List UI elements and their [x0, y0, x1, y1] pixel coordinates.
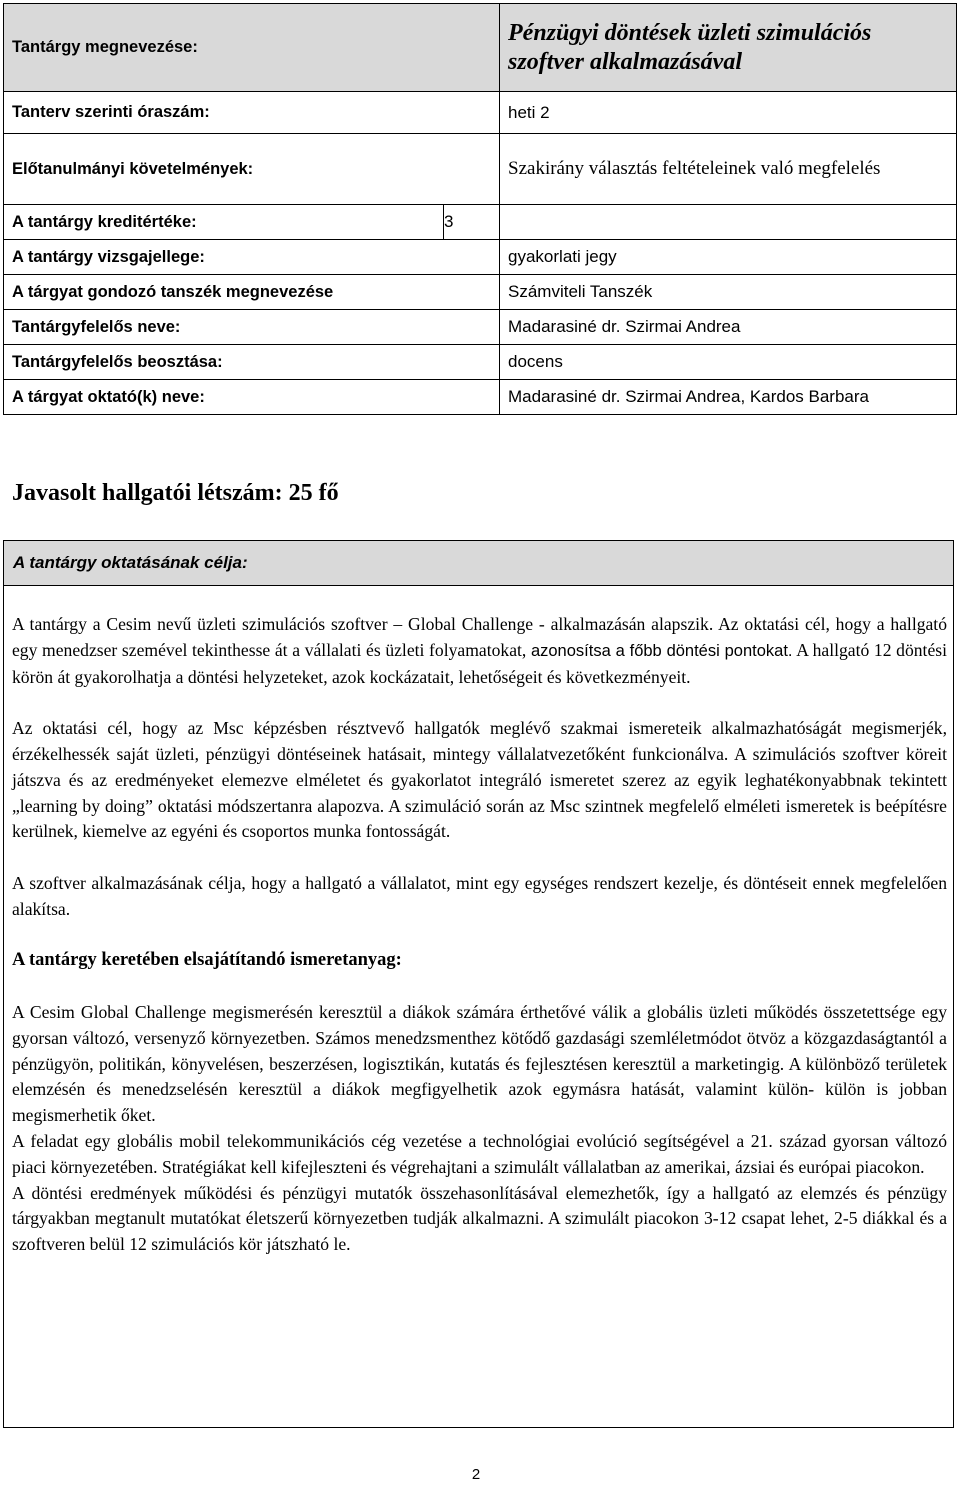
position-label: Tantárgyfelelős beosztása: — [4, 345, 500, 380]
prereq-value: Szakirány választás feltételeinek való megfelelés — [500, 134, 957, 205]
credit-empty-cell — [500, 205, 957, 240]
content-section-title: A tantárgy keretében elsajátítandó ismeretanyag: — [12, 950, 402, 971]
goal-paragraph-1: A tantárgy a Cesim nevű üzleti szimulációs szoftver – Global Challenge - alkalmazásán alapszik. Az oktatási cél, hogy a hallgató egy menedzser szemével tekinthesse át a vállalati és üzleti folyamatokat, azonosítsa a főbb döntési pontokat. A hallgató 12 döntési körön át gyakorolhatja a döntési helyzeteket, azok kockázatait, lehetőségeit és következményeit. — [12, 614, 947, 687]
page-number: 2 — [471, 1466, 481, 1483]
content-paragraph-3: A döntési eredmények működési és pénzügyi mutatók összehasonlításával elemezhetők, így a hallgató az elemzés és pénzügy tárgyakban megtanult mutatókat életszerű környezetben tudják alkalmazni. A szimulált piacokon 3-12 csapat lehet, 2-5 diákkal és a szoftveren belül 12 szimulációs kör játszható le. — [12, 1182, 947, 1255]
goal-paragraph-2: Az oktatási cél, hogy az Msc képzésben résztvevő hallgatók meglévő szakmai ismereteik alkalmazhatóságát megismerjék, érzékelhessék saját üzleti, pénzügyi döntéseinek hatásait, mintegy vállalatvezetőként funkcionálva. A szimulációs szoftver köreit játszva és az eredményeket elemezve elméletet és gyakorlatot integráló ismeretet szerez az egyik leghatékonyabbnak tekintett „learning by doing” oktatási módszertanra alapozva. A szimuláció során az Msc szintnek megfelelő elméleti ismeretek is beépítésre kerülnek, kiemelve az egyéni és csoportos munka fontosságát. — [12, 718, 947, 842]
course-description — [12, 612, 947, 1258]
goal-section-title: A tantárgy oktatásának célja: — [4, 541, 953, 586]
goal-paragraph-3: A szoftver alkalmazásának célja, hogy a hallgató a vállalatot, mint egy egységes rendszert kezelje, és döntéseit ennek megfelelően alakítsa. — [12, 872, 947, 919]
teachers-label: A tárgyat oktató(k) neve: — [4, 380, 500, 415]
responsible-value: Madarasiné dr. Szirmai Andrea — [500, 310, 957, 345]
department-label: A tárgyat gondozó tanszék megnevezése — [4, 275, 500, 310]
department-value: Számviteli Tanszék — [500, 275, 957, 310]
responsible-label: Tantárgyfelelős neve: — [4, 310, 500, 345]
suggested-student-count: Javasolt hallgatói létszám: 25 fő — [12, 480, 339, 506]
hours-label: Tanterv szerinti óraszám: — [4, 92, 500, 134]
teachers-value: Madarasiné dr. Szirmai Andrea, Kardos Barbara — [500, 380, 957, 415]
course-info-table — [3, 3, 957, 415]
content-paragraph-1: A Cesim Global Challenge megismerésén keresztül a diákok számára érthetővé válik a globális üzleti működés összetettsége egy gyorsan változó, versenyző környezetben. Számos menedzsmenthez kötődő gazdasági szemléletmódot ötvöz a közgazdaságtantól a pénzügyön, politikán, könyvelésen, beszerzésen, logisztikán, kutatás és fejlesztésen keresztül a marketingig. A különböző területek elemzésén és menedzselésén keresztül a diákok megfigyelhetik azok egymásra hatását, valamint külön- külön is jobban megismerhetik őket. — [12, 1001, 947, 1126]
course-name-value: Pénzügyi döntések üzleti szimulációs szoftver alkalmazásával — [500, 4, 957, 92]
credit-value: 3 — [444, 205, 500, 240]
credit-label: A tantárgy kreditértéke: — [4, 205, 444, 240]
prereq-label: Előtanulmányi követelmények: — [4, 134, 500, 205]
course-name-label: Tantárgy megnevezése: — [4, 4, 500, 92]
exam-value: gyakorlati jegy — [500, 240, 957, 275]
position-value: docens — [500, 345, 957, 380]
goal-paragraph-1-highlight: azonosítsa a főbb döntési pontokat. — [530, 641, 793, 660]
hours-value: heti 2 — [500, 92, 957, 134]
exam-label: A tantárgy vizsgajellege: — [4, 240, 500, 275]
content-paragraph-2: A feladat egy globális mobil telekommunikációs cég vezetése a technológiai evolúció segítségével a 21. század gyorsan változó piaci környezetében. Stratégiákat kell kifejleszteni és végrehajtani a szimulált vállalatban az amerikai, ázsiai és európai piacokon. — [12, 1130, 947, 1177]
